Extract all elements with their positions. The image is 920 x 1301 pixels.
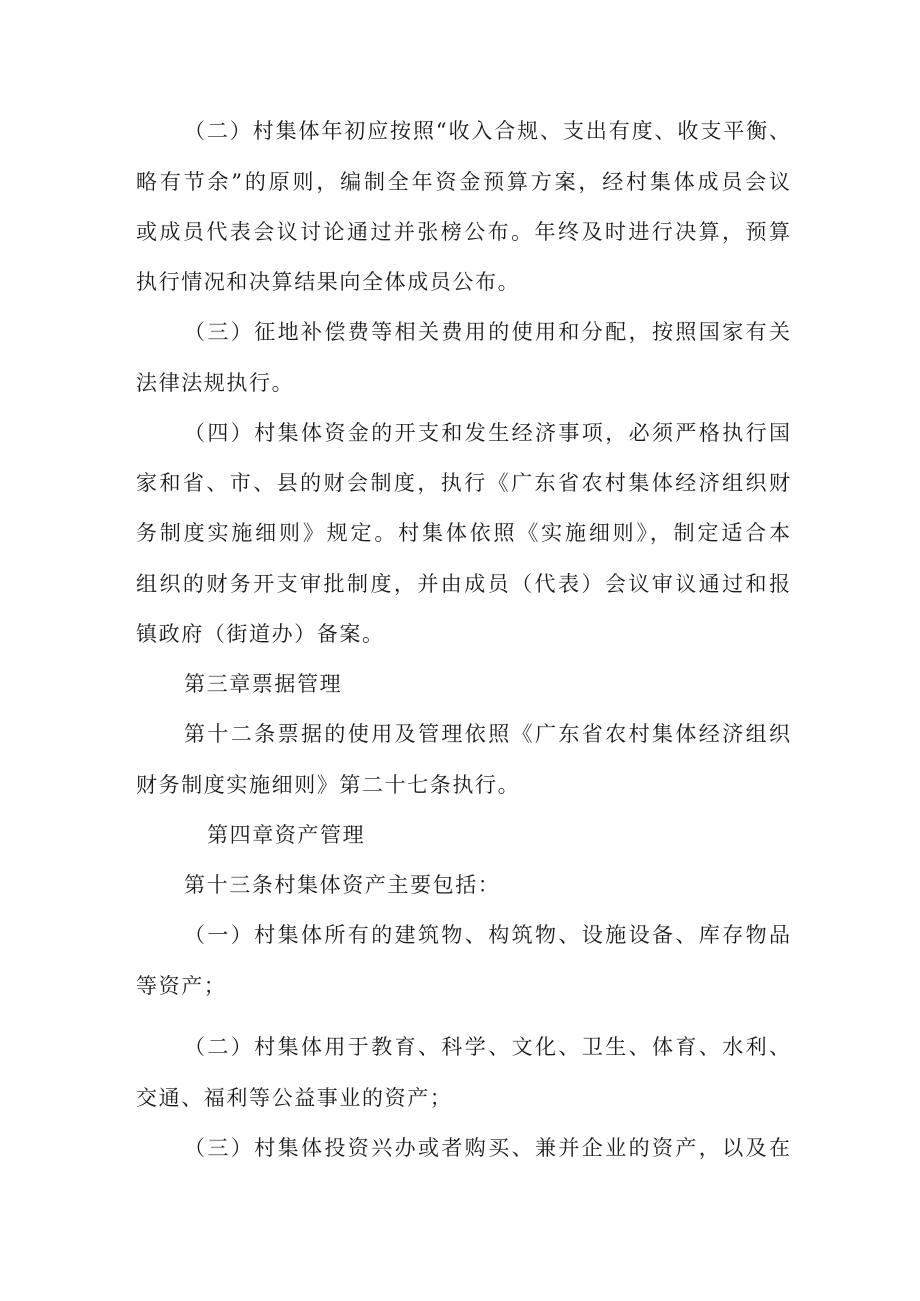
paragraph-line: 务制度实施细则》规定。村集体依照《实施细则》，制定适合本 — [136, 521, 790, 545]
paragraph-line: 等资产； — [136, 974, 227, 998]
paragraph-line: 第十三条村集体资产主要包括： — [184, 873, 501, 897]
chapter-heading: 第四章资产管理 — [207, 823, 366, 847]
paragraph-line: 略有节余”的原则，编制全年资金预算方案，经村集体成员会议 — [136, 170, 790, 194]
paragraph-line: （三）村集体投资兴办或者购买、兼并企业的资产，以及在 — [184, 1136, 790, 1160]
paragraph-line: （二）村集体年初应按照“收入合规、支出有度、收支平衡、 — [184, 119, 790, 143]
paragraph-line: （一）村集体所有的建筑物、构筑物、设施设备、库存物品 — [184, 923, 790, 947]
paragraph-line: 财务制度实施细则》第二十七条执行。 — [136, 773, 521, 797]
paragraph-line: （三）征地补偿费等相关费用的使用和分配，按照国家有关 — [184, 320, 790, 344]
paragraph-line: 镇政府（街道办）备案。 — [136, 622, 385, 646]
paragraph-line: 家和省、市、县的财会制度，执行《广东省农村集体经济组织财 — [136, 471, 790, 495]
paragraph-line: 交通、福利等公益事业的资产； — [136, 1086, 453, 1110]
paragraph-line: 组织的财务开支审批制度，并由成员（代表）会议审议通过和报 — [136, 572, 790, 596]
paragraph-line: 法律法规执行。 — [136, 371, 295, 395]
paragraph-line: （二）村集体用于教育、科学、文化、卫生、体育、水利、 — [184, 1035, 790, 1059]
paragraph-line: 第十二条票据的使用及管理依照《广东省农村集体经济组织 — [184, 722, 790, 746]
paragraph-line: 或成员代表会议讨论通过并张榜公布。年终及时进行决算，预算 — [136, 220, 790, 244]
paragraph-line: （四）村集体资金的开支和发生经济事项，必须严格执行国 — [184, 421, 790, 445]
chapter-heading: 第三章票据管理 — [184, 672, 343, 696]
paragraph-line: 执行情况和决算结果向全体成员公布。 — [136, 270, 521, 294]
